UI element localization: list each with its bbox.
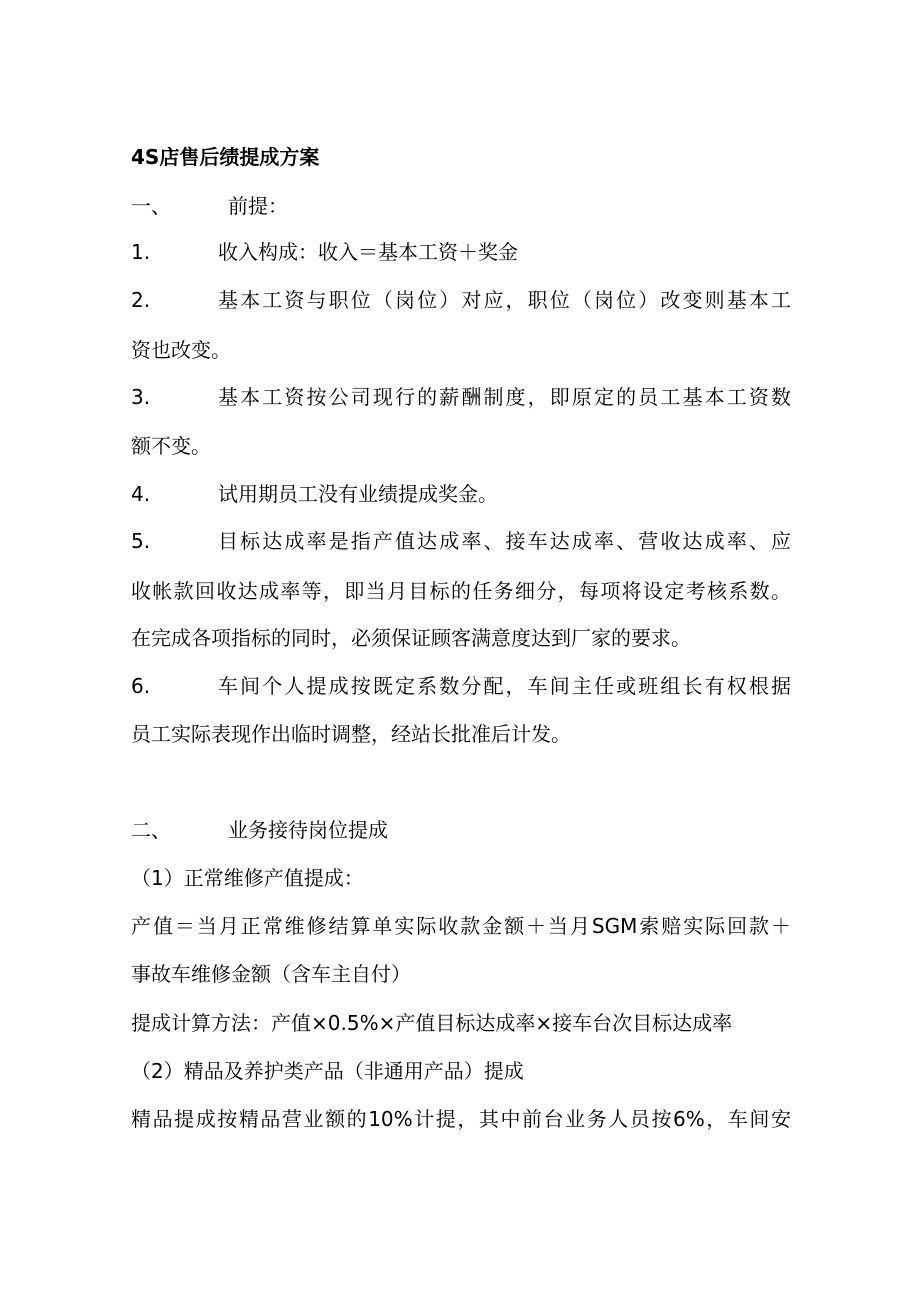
formula-line-1: 产值＝当月正常维修结算单实际收款金额＋当月SGM索赔实际回款＋ [131, 914, 791, 938]
item-1-number: 1. [131, 240, 151, 264]
item-2-number: 2. [131, 288, 151, 312]
section-1-marker: 一、 [131, 194, 171, 218]
item-6-text: 车间个人提成按既定系数分配，车间主任或班组长有权根据 [218, 674, 791, 698]
item-5-continuation-2: 在完成各项指标的同时，必须保证顾客满意度达到厂家的要求。 [131, 626, 691, 650]
subsection-1-heading: （1）正常维修产值提成： [131, 866, 364, 890]
item-6-number: 6. [131, 674, 151, 698]
item-5-continuation: 收帐款回收达成率等，即当月目标的任务细分，每项将设定考核系数。 [131, 579, 791, 603]
item-2-continuation: 资也改变。 [131, 338, 231, 362]
item-3-continuation: 额不变。 [131, 434, 211, 458]
item-5-number: 5. [131, 529, 151, 553]
document-title: 4S店售后绩提成方案 [131, 145, 320, 169]
subsection-2-heading: （2）精品及养护类产品（非通用产品）提成 [131, 1059, 524, 1083]
section-2-heading: 业务接待岗位提成 [228, 818, 388, 842]
item-5-text: 目标达成率是指产值达成率、接车达成率、营收达成率、应 [218, 529, 791, 553]
section-1-heading: 前提： [228, 194, 288, 218]
item-4-text: 试用期员工没有业绩提成奖金。 [218, 482, 498, 506]
calculation-method: 提成计算方法：产值×0.5%×产值目标达成率×接车台次目标达成率 [131, 1011, 733, 1035]
formula-line-2: 事故车维修金额（含车主自付） [131, 962, 411, 986]
item-1-text: 收入构成：收入＝基本工资＋奖金 [218, 240, 518, 264]
item-2-text: 基本工资与职位（岗位）对应，职位（岗位）改变则基本工 [218, 288, 791, 312]
item-6-continuation: 员工实际表现作出临时调整，经站长批准后计发。 [131, 722, 571, 746]
item-3-number: 3. [131, 385, 151, 409]
item-4-number: 4. [131, 482, 151, 506]
section-2-marker: 二、 [131, 818, 171, 842]
item-3-text: 基本工资按公司现行的薪酬制度，即原定的员工基本工资数 [218, 385, 791, 409]
subsection-2-text: 精品提成按精品营业额的10%计提，其中前台业务人员按6%，车间安 [131, 1107, 791, 1131]
